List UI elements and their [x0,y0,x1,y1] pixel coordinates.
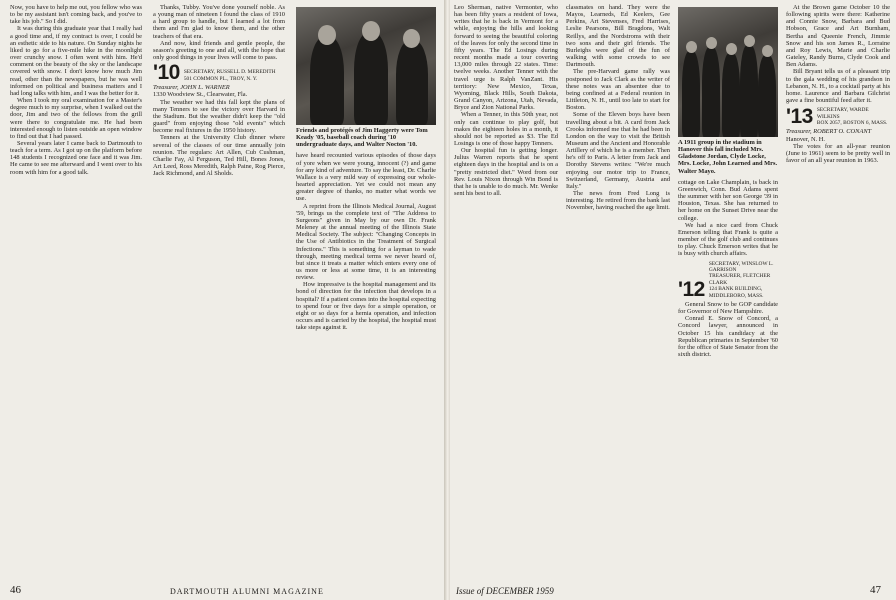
class-secretary [184,69,276,82]
paragraph: We had a nice card from Chuck Emerson telling that Frank is quite a member of the golf club and continues to play. Chuck Emerson writes that he is busy with church affairs. [678,221,778,258]
paragraph: Tenners at the University Club dinner where several of the classes of our time annually join reunion. The regulars: Art Allen, Cub Cushman, Charlie Fay, Al Ferguson, Ted Hill, Bones Jones, Art Leed, Ross Meredith, Ralph Paine, Rog Pierce, Jack Richmond, and Al Sholds. [153,134,285,178]
page-number: 47 [870,584,881,596]
class-heading-1912 [678,261,778,299]
paragraph: At the Brown game October 10 the following spirits were there: Katherine and Connie Snow, Barbara and Bud Hobson, Grace and Art Burnham, Bertha and Queenie French, Jimmie Snow and his son James R., Lorraine and Roy Lewis, Marie and Charlie Gateley, Randy Burns, Clyde Cook and Ben Adams. [786,4,890,69]
paragraph: Some of the Eleven boys have been travelling about a bit. A card from Jack Crooks informed me that he had been in London on the way to visit the British Museum and the Ancient and Honorable Artillery of which he is a member. Then he's off to Paris. A letter from Jack and Dorothy Stevens writes: "We're much enjoying our motor trip to France, Switzerland, Germany, Austria and Italy." [566,111,670,190]
class-heading-1910 [153,61,285,85]
paragraph: have heard recounted various episodes of those days of yore when we were young, innocent (?) and game for any kind of adventure. To say the least, Dr. Charlie Wallace is a very mild way of expressing our whole-hearted appreciation. Yet we could not mean any greater degree of thanks, no matter what words we use. [296,152,436,203]
photo-caption: A 1911 group in the stadium in Hanover this fall included Mrs. Gladstone Jordan, Clyde Locke, Mrs. Locke, John Learned and Mrs. Walter Mayo. [678,139,778,175]
paragraph: It was during this graduate year that I really had a good time and, if my contract is over, I could be an esthetic side to his nature. On Sunday nights he liked to go for a five-mile hike in the moonlight over crunchy snow. I often went with him. He'd comment on the beauty of the sky or the landscape covered with snow. I don't know how much Jim read, other than the newspapers, but he was well informed on political and business matters and I had long talks with him, and I was the better for it. [10,25,142,97]
paragraph: And now, kind friends and gentle people, the season's greeting to one and all, with the hope that only good things in your lives will come to pass. [153,39,285,62]
paragraph: When I took my oral examination for a Master's degree much to my surprise, when I walked out the door, Jim and two of the fellows from the grill were there to congratulate me. He had been interested enough to listen outside an open window to find out that I had passed. [10,97,142,140]
magazine-title: DARTMOUTH ALUMNI MAGAZINE [170,587,324,596]
class-number: '10 [153,61,180,85]
right-page [450,0,896,600]
class-number: '12 [678,277,705,301]
class-number: '13 [786,105,813,129]
paragraph: General Snow to be GOP candidate for Governor of New Hampshire. [678,300,778,316]
class-treasurer: Treasurer, JOHN L. WARNER [153,84,230,92]
left-footer [10,584,21,596]
left-page [0,0,446,600]
right-footer-issue [456,586,554,596]
column-5 [566,4,670,594]
paragraph: Our hospital fun is getting longer. Julius Warren reports that he spent eighteen days in the hospital and is on a "pretty restricted diet." Word from our Rev. Louis Nixon through Win Bond is that he is unable to do much. Mr. Wenke sent his best to all. [454,147,558,198]
class-heading-1913 [786,105,890,129]
right-footer [870,584,881,596]
secretary-line: 124 BANK BUILDING, MIDDLEBORO, MASS. [708,286,764,299]
class-secretary [817,107,890,126]
column-1 [10,4,142,594]
photo-caption: Friends and protégés of Jim Haggerty were Tom Keady '05, baseball coach during '10 undergraduate days, and Walter Nocton '10. [296,127,428,149]
issue-line: Issue of DECEMBER 1959 [456,586,554,596]
class-treasurer-address: 1330 Woodview St., Clearwater, Fla. [153,91,248,99]
paragraph: Bill Bryant tells us of a pleasant trip to the gala wedding of his grandson in Lebanon, N. H., to a cocktail party at his home. Laurence and Barbara Gilchrist gave a fine bountiful feed after it. [786,68,890,105]
column-3 [296,4,436,594]
paragraph: The votes for an all-year reunion (June to 1961) seem to be pretty well in favor of an all year reunion in 1963. [786,142,890,165]
secretary-line: SECRETARY, WARDE WILKINS [816,107,869,120]
secretary-line: BOX 2057, BOSTON 6, MASS. [816,120,888,126]
paragraph: Leo Sherman, native Vermonter, who has been fifty years a resident of Iowa, writes that he is back in Vermont for a while, enjoying the hills and looking forward to seeing the beautiful coloring of the leaves for only the second time in fifty years. The Ed Losings during recent months made a tour covering 13,000 miles through 22 states. Time: twelve weeks. Another Tenner with the travel urge is Ralph VanZant. His territory: New Mexico, Texas, Wyoming, Black Hills, South Dakota, Grand Canyon, Arizona, Utah, Nevada, Bryce and Zion National Parks. [454,4,558,112]
paragraph: The weather we had this fall kept the plans of many Tenners to see the victory over Harvard in the Stadium. But the weather didn't keep the "old guard" from enjoying those "old events" which become real fixtures in the 1950 history. [153,98,285,135]
column-7 [786,4,890,594]
photo-haggerty [296,7,436,125]
left-footer-title [170,586,324,596]
paragraph: How impressive is the hospital management and its bond of direction for the infection that develops in a hospital? If a patient comes into the hospital expecting to spend four or five days for a simple operation, or eight or so days for a hernia operation, and infection occurs and is carried by the hospital, the hospital must take steps against it. [296,281,436,332]
page-number: 46 [10,584,21,596]
secretary-line: SECRETARY, RUSSELL D. MEREDITH [183,69,276,76]
class-secretary [709,261,778,299]
column-2 [153,4,285,594]
paragraph: The pre-Harvard game rally was postponed to Jack Clark as the writer of these notes was an absentee due to being confined at a Federal reunion in Littleton, N. H., until too late to start for Boston. [566,68,670,112]
paragraph: Conrad E. Snow of Concord, a Concord lawyer, announced in October 15 his candidacy at the Republican primaries in September '60 for the office of State Senator from the sixth district. [678,315,778,359]
paragraph: cottage on Lake Champlain, is back in Greenwich, Conn. Bud Adams spent the summer with her son George '39 in Houston, Texas. She has returned to her home on the Sunset Drive near the college. [678,178,778,222]
paragraph: A reprint from the Illinois Medical Journal, August '59, brings us the complete text of "The Address to Surgeons" given in May by our own Dr. Frank Meleney at the annual meeting of the Illinois State Medical Society. The subject: "Changing Concepts in the Use of Antibiotics in the Treatment of Surgical Infections." This is something for a layman to wade through, meeting medical terms we never heard of, but since it treats a matter which enters every one of us more or less at some time, it is an interesting review. [296,202,436,282]
class-treasurer-address: Hanover, N. H. [786,135,825,143]
column-4 [454,4,558,594]
paragraph: The news from Fred Long is interesting. He retired from the bank last November, having reached the age limit. [566,190,670,212]
class-treasurer: Treasurer, ROBERT O. CONANT [786,128,872,136]
paragraph: Several years later I came back to Dartmouth to teach for a term. As I got up on the platform before 148 students I recognized one face and it was Jim. He came to see me afterward and I went over to his room with him for a good talk. [10,139,142,176]
paragraph: When a Tenner, in this 50th year, not only can continue to play golf, but makes the eighteen holes in a month, it should not be reported as $3. The Ed Losings is one of those happy Tenners. [454,111,558,147]
paragraph: Now, you have to help me out, you fellow who was to be my assistant isn't coming back, and you've to take his job." So I did. [10,4,142,26]
secretary-line: TREASURER, FLETCHER CLARK [708,273,771,286]
secretary-line: 501 COMMON PL., TROY, N. Y. [183,75,258,82]
paragraph: classmates on hand. They were the Mayos, Learneds, Ed Keelers, Gee Perkins, Art Stevenses, Fred Harrises, Leslie Pearsons, Bill Bragdons, Walt Reillys, and the Nordstroms with their two sons and their girl friends. The Burleighs were glad of the fun of walking with some crowds to see Dartmouth. [566,4,670,69]
photo-1911-group [678,7,778,137]
secretary-line: SECRETARY, WINSLOW L. GARRISON [708,260,774,273]
paragraph: Thanks, Tubby. You've done yourself noble. As a young man of nineteen I found the class of 1910 a hard group to handle, but I learned a lot from them and I'm glad to know them, and the other teachers of that era. [153,4,285,40]
column-6 [678,4,778,594]
